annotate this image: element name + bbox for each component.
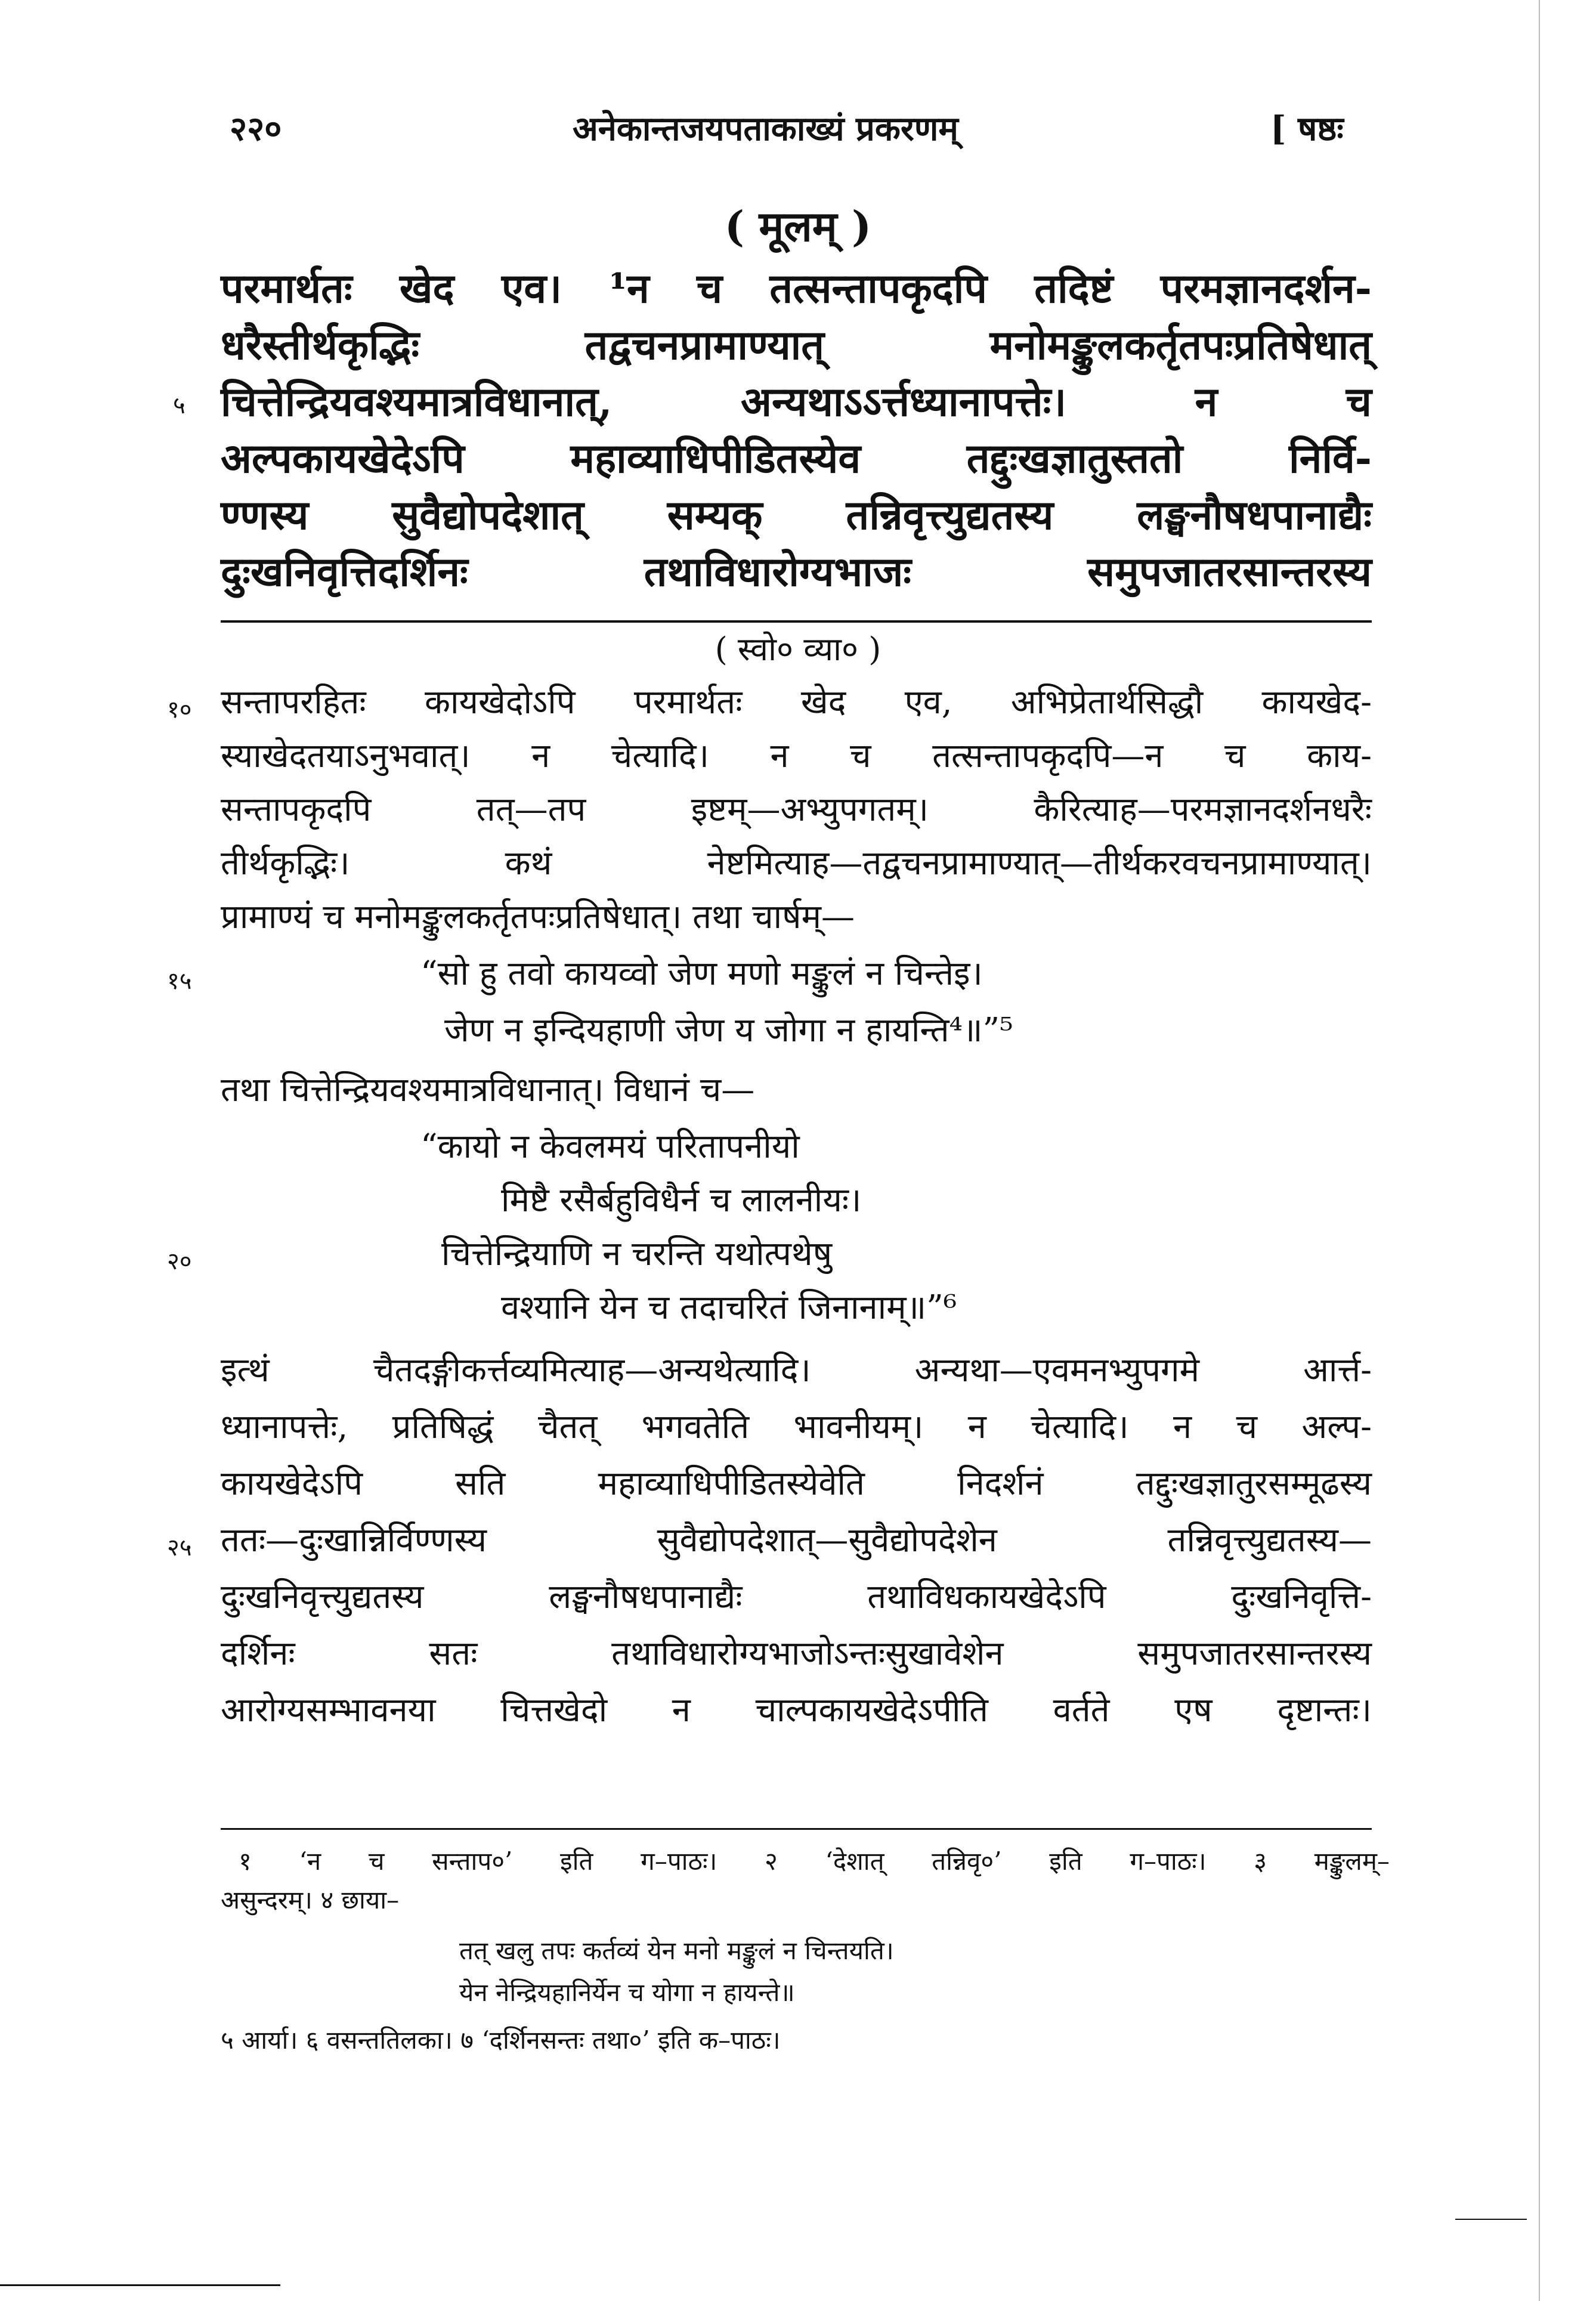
mula-line: चित्तेन्द्रियवश्यमात्रविधानात्, अन्यथाऽऽर्त्तध्यानापत्तेः। न च (221, 378, 1372, 426)
verse-line: “कायो न केवलमयं परितापनीयो (420, 1127, 800, 1166)
verse-line: मिष्टै रसैर्बहुविधैर्न च लालनीयः। (501, 1181, 862, 1220)
mula-line: ण्णस्य सुवैद्योपदेशात् सम्यक् तन्निवृत्त्युद्यतस्य लङ्घनौषधपानाद्यैः (221, 491, 1372, 539)
scan-edge-line (1539, 0, 1540, 2301)
mula-line: धरैस्तीर्थकृद्भिः तद्वचनप्रामाण्यात् मनोमङ्कुलकर्तृतपःप्रतिषेधात् (221, 321, 1372, 369)
commentary-line: कायखेदेऽपि सति महाव्याधिपीडितस्येवेति निदर्शनं तद्दुःखज्ञातुरसम्मूढस्य (221, 1464, 1372, 1503)
commentary-line: दुःखनिवृत्त्युद्यतस्य लङ्घनौषधपानाद्यैः तथाविधकायखेदेऽपि दुःखनिवृत्ति- (221, 1578, 1372, 1616)
commentary-line: सन्तापकृदपि तत्—तप इष्टम्—अभ्युपगतम्। कैरित्याह—परमज्ञानदर्शनधरैः (221, 790, 1372, 829)
footnote-line: येन नेन्द्रियहानिर्येन च योगा न हायन्ते॥ (459, 1978, 795, 2007)
commentary-line: इत्थं चैतदङ्गीकर्त्तव्यमित्याह—अन्यथेत्यादि। अन्यथा—एवमनभ्युपगमे आर्त्त- (221, 1351, 1372, 1390)
mula-rule (221, 620, 1372, 623)
footnote-line: तत् खलु तपः कर्तव्यं येन मनो मङ्कुलं न चिन्तयति। (459, 1936, 894, 1965)
verse-line: चित्तेन्द्रियाणि न चरन्ति यथोत्पथेषु (441, 1235, 833, 1273)
verse-line: जेण न इन्दियहाणी जेण य जोगा न हायन्ति⁴॥”⁵ (444, 1011, 1013, 1050)
line-number-20: २० (167, 1248, 192, 1275)
verse-line: वश्यानि येन च तदाचरितं जिनानाम्॥”⁶ (501, 1288, 957, 1327)
section-label: [ षष्ठः (1270, 109, 1344, 149)
line-number-15: १५ (167, 967, 192, 995)
line-number-25: २५ (167, 1534, 192, 1561)
footnote-line: ५ आर्या। ६ वसन्ततिलका। ७ ‘दर्शिनसन्तः तथा०’ इति क–पाठः। (221, 2025, 781, 2055)
commentary-line: तथा चित्तेन्द्रियवश्यमात्रविधानात्। विधानं च— (221, 1071, 755, 1109)
scan-bottom-line (0, 2284, 280, 2286)
scan-tick-mark (1455, 2219, 1527, 2220)
commentary-line: तीर्थकृद्भिः। कथं नेष्टमित्याह—तद्वचनप्रामाण्यात्—तीर्थकरवचनप्रामाण्यात्। (221, 844, 1372, 883)
mula-line: अल्पकायखेदेऽपि महाव्याधिपीडितस्येव तद्दुःखज्ञातुस्ततो निर्वि- (221, 435, 1372, 483)
commentary-line: ततः—दुःखान्निर्विण्णस्य सुवैद्योपदेशात्—सुवैद्योपदेशेन तन्निवृत्त्युद्यतस्य— (221, 1521, 1372, 1560)
commentary-line: ध्यानापत्तेः, प्रतिषिद्धं चैतत् भगवतेति भावनीयम्। न चेत्यादि। न च अल्प- (221, 1408, 1372, 1446)
verse-line: “सो हु तवो कायव्वो जेण मणो मङ्कुलं न चिन्तेइ। (420, 954, 983, 993)
line-number-10: १० (167, 696, 192, 723)
commentary-line: प्रामाण्यं च मनोमङ्कुलकर्तृतपःप्रतिषेधात्। तथा चार्षम्— (221, 898, 855, 936)
commentary-line: स्याखेदतयाऽनुभवात्। न चेत्यादि। न च तत्सन्तापकृदपि—न च काय- (221, 737, 1372, 775)
mula-line: दुःखनिवृत्तिदर्शिनः तथाविधारोग्यभाजः समुपजातरसान्तरस्य (221, 548, 1372, 596)
commentary-line: दर्शिनः सतः तथाविधारोग्यभाजोऽन्तःसुखावेशेन समुपजातरसान्तरस्य (221, 1634, 1372, 1673)
footnote-rule (221, 1828, 1372, 1830)
footnote-line: असुन्दरम्। ४ छाया– (221, 1885, 400, 1915)
commentary-heading: ( स्वो० व्या० ) (715, 630, 881, 668)
mula-heading: ( मूलम् ) (724, 202, 872, 251)
commentary-line: सन्तापरहितः कायखेदोऽपि परमार्थतः खेद एव, अभिप्रेतार्थसिद्धौ कायखेद- (221, 683, 1372, 722)
running-title: अनेकान्तजयपताकाख्यं प्रकरणम् (573, 109, 958, 149)
footnote-line: १ ‘न च सन्ताप०’ इति ग–पाठः। २ ‘देशात् तन्निवृ०’ इति ग–पाठः। ३ मङ्कुलम्– (239, 1847, 1390, 1876)
mula-line: परमार्थतः खेद एव। ¹न च तत्सन्तापकृदपि तदिष्टं परमज्ञानदर्शन- (221, 265, 1372, 313)
commentary-line: आरोग्यसम्भावनया चित्तखेदो न चाल्पकायखेदेऽपीति वर्तते एष दृष्टान्तः। (221, 1691, 1372, 1730)
page-number: २२० (230, 109, 282, 149)
line-number-5: ५ (173, 392, 185, 419)
